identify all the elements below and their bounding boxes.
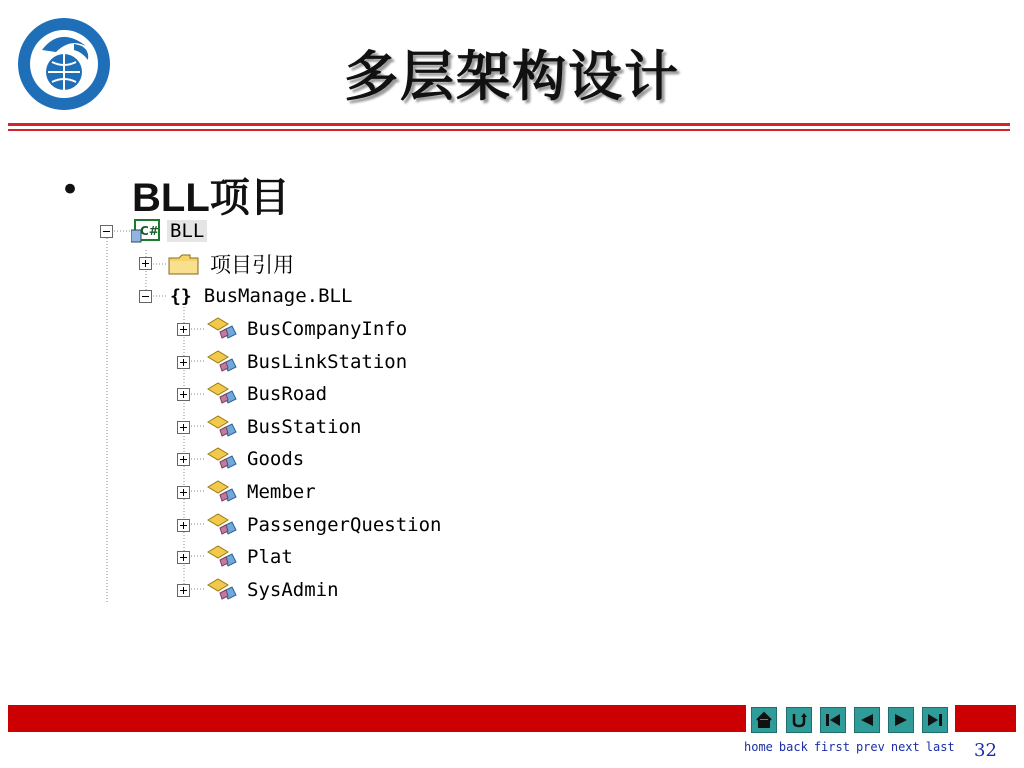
tree-label-class: SysAdmin: [247, 579, 339, 601]
svg-text:C#: C#: [140, 224, 159, 238]
prev-icon: [858, 711, 876, 729]
tree-node-class[interactable]: [206, 316, 407, 342]
header-divider-top: [8, 123, 1010, 126]
header-divider-bottom: [8, 129, 1010, 131]
class-icon: [206, 446, 238, 472]
tree-node-class[interactable]: [206, 446, 304, 472]
tree-node-class[interactable]: [206, 414, 361, 440]
expand-toggle-references[interactable]: [139, 257, 152, 270]
nav-label-next[interactable]: next: [890, 740, 920, 754]
class-icon: [206, 381, 238, 407]
tree-node-class[interactable]: [206, 479, 316, 505]
expand-toggle-class[interactable]: [177, 519, 190, 532]
tree-label-class: BusCompanyInfo: [247, 318, 408, 340]
footer-bar-left: [8, 705, 746, 732]
tree-label-namespace: BusManage.BLL: [203, 285, 353, 307]
bullet-text: BLL项目: [132, 176, 290, 220]
expand-toggle-class[interactable]: [177, 323, 190, 336]
expand-toggle-class[interactable]: [177, 453, 190, 466]
expand-toggle-class[interactable]: [177, 356, 190, 369]
tree-node-class[interactable]: [206, 381, 327, 407]
tree-label-references: 项目引用: [210, 253, 294, 277]
footer-bar-right: [955, 705, 1016, 732]
tree-node-namespace[interactable]: [170, 283, 352, 309]
nav-labels: [744, 740, 961, 754]
nav-label-prev[interactable]: prev: [855, 740, 885, 754]
nav-label-back[interactable]: back: [778, 740, 808, 754]
class-icon: [206, 414, 238, 440]
back-button[interactable]: [786, 707, 812, 733]
nav-label-first[interactable]: first: [813, 740, 850, 754]
tree-label-class: Goods: [247, 448, 305, 470]
tree-node-class[interactable]: [206, 544, 293, 570]
bullet-marker: •: [60, 170, 81, 210]
collapse-toggle-bll[interactable]: [100, 225, 113, 238]
tree-label-class: Plat: [247, 546, 293, 568]
page-number: 32: [974, 740, 997, 761]
class-icon: [206, 479, 238, 505]
last-button[interactable]: [922, 707, 948, 733]
expand-toggle-class[interactable]: [177, 551, 190, 564]
tree-label-bll: BLL: [167, 220, 207, 242]
home-button[interactable]: [751, 707, 777, 733]
class-icon: [206, 349, 238, 375]
class-icon: [206, 512, 238, 538]
tree-node-class[interactable]: [206, 512, 441, 538]
class-icon: [206, 577, 238, 603]
class-icon: [206, 544, 238, 570]
tree-label-class: BusStation: [247, 416, 362, 438]
expand-toggle-class[interactable]: [177, 486, 190, 499]
expand-toggle-class[interactable]: [177, 388, 190, 401]
prev-button[interactable]: [854, 707, 880, 733]
next-button[interactable]: [888, 707, 914, 733]
skip-last-icon: [926, 711, 944, 729]
tree-label-class: Member: [247, 481, 316, 503]
skip-first-icon: [824, 711, 842, 729]
first-button[interactable]: [820, 707, 846, 733]
tree-node-class[interactable]: [206, 577, 339, 603]
slide-title: 多层架构设计: [344, 45, 680, 108]
home-icon: [755, 711, 773, 729]
tree-node-bll[interactable]: [131, 218, 207, 244]
tree-label-class: PassengerQuestion: [247, 514, 442, 536]
next-icon: [892, 711, 910, 729]
collapse-toggle-namespace[interactable]: [139, 290, 152, 303]
tree-label-class: BusLinkStation: [247, 351, 408, 373]
nav-label-last[interactable]: last: [925, 740, 955, 754]
csharp-project-icon: [131, 218, 161, 244]
tree-label-class: BusRoad: [247, 383, 328, 405]
tree-node-references[interactable]: [168, 251, 294, 277]
tree-node-class[interactable]: [206, 349, 407, 375]
return-icon: [790, 711, 808, 729]
class-icon: [206, 316, 238, 342]
expand-toggle-class[interactable]: [177, 584, 190, 597]
namespace-icon: {}: [170, 285, 192, 307]
nav-label-home[interactable]: home: [744, 740, 773, 754]
expand-toggle-class[interactable]: [177, 421, 190, 434]
folder-icon: [168, 253, 200, 275]
